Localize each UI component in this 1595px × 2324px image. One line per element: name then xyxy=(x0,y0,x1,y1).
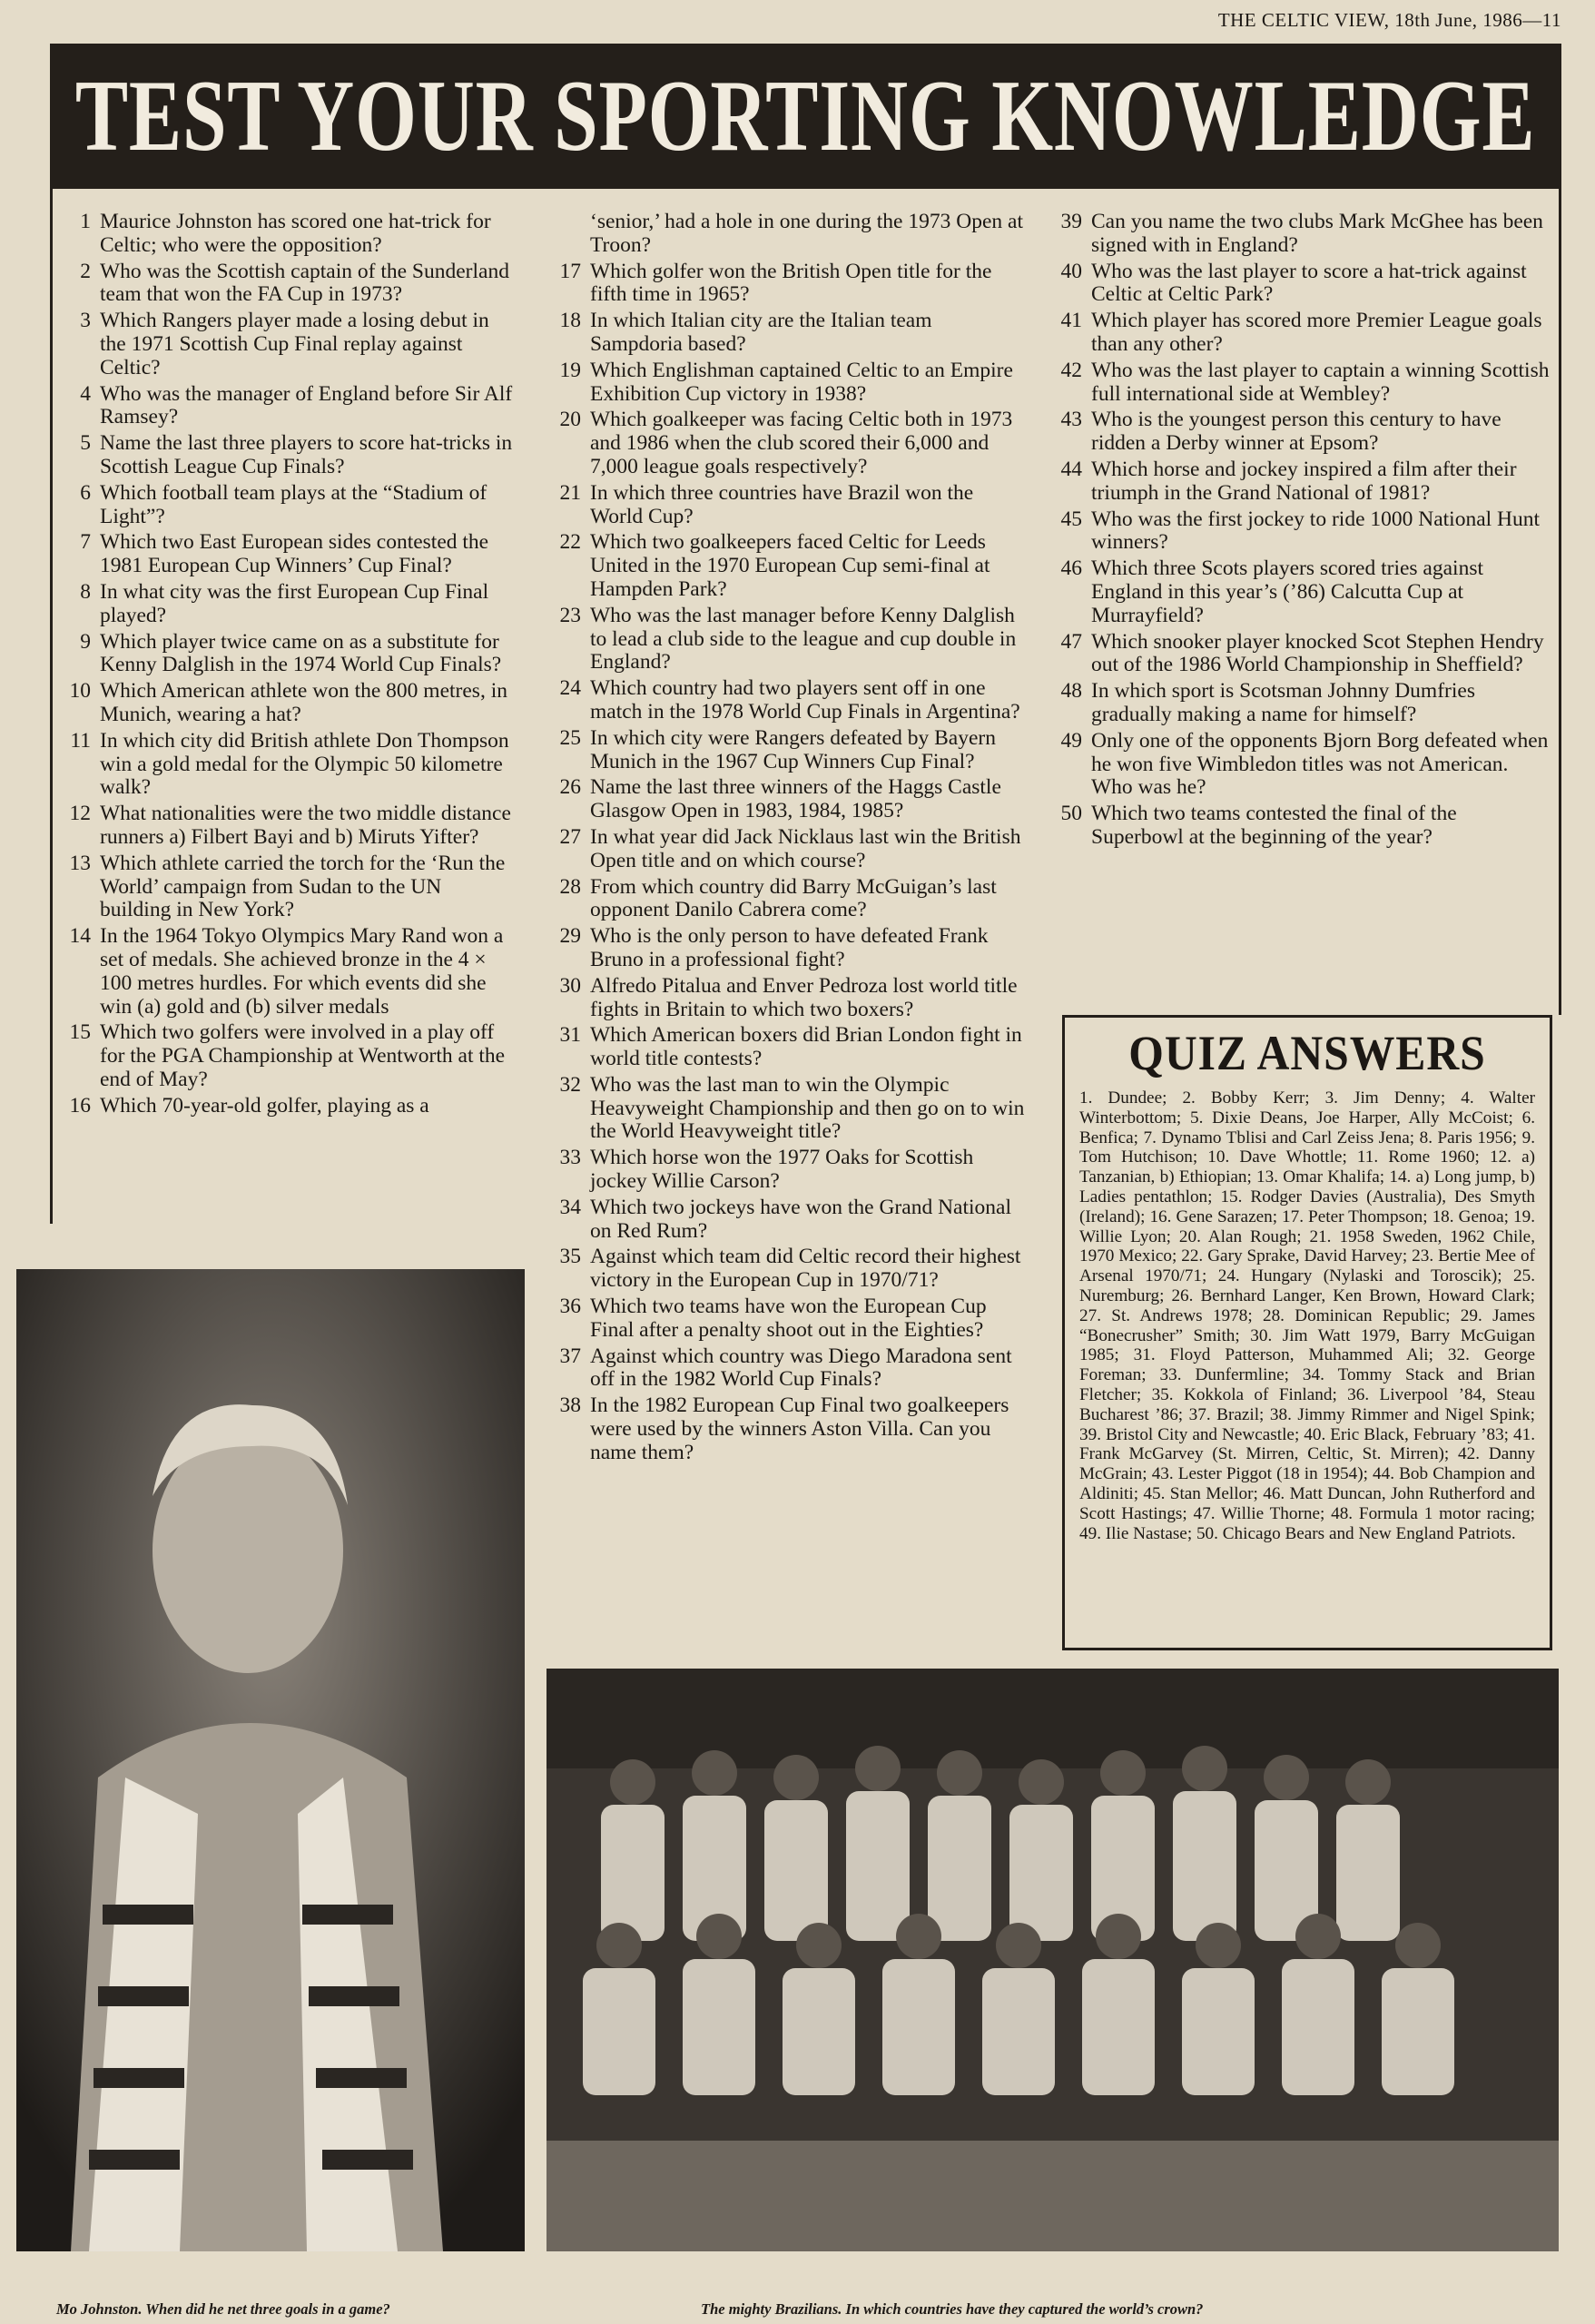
question-item xyxy=(62,211,516,258)
question-text: Who was the last player to captain a winning Scottish full international side at Wembley? xyxy=(1091,358,1550,406)
question-text: Which three Scots players scored tries against England in this year’s (’86) Calcutta Cup at Murrayfield? xyxy=(1091,556,1483,627)
question-number: 1 xyxy=(80,210,91,233)
question-item xyxy=(545,1147,1026,1194)
question-item xyxy=(62,581,516,628)
question-item xyxy=(545,1394,1026,1464)
question-text: Which player has scored more Premier League goals than any other? xyxy=(1091,309,1542,356)
question-text: In which city were Rangers defeated by Bayern Munich in the 1967 Cup Winners Cup Final? xyxy=(590,725,996,773)
question-text: Which football team plays at the “Stadium of Light”? xyxy=(100,480,487,528)
question-text: Maurice Johnston has scored one hat-trick for Celtic; who were the opposition? xyxy=(100,210,491,257)
question-text: In which Italian city are the Italian team Sampdoria based? xyxy=(590,309,932,356)
question-number: 41 xyxy=(1060,309,1082,333)
question-text: Which horse and jockey inspired a film after their triumph in the Grand National of 1981? xyxy=(1091,457,1517,505)
question-text: Which two teams have won the European Cup Final after a penalty shoot out in the Eighties? xyxy=(590,1295,987,1342)
question-number: 4 xyxy=(80,381,91,406)
photo-caption-brazil: The mighty Brazilians. In which countries have they captured the world’s crown? xyxy=(701,2300,1204,2318)
question-text: Which two teams contested the final of the Superbowl at the beginning of the year? xyxy=(1091,802,1457,849)
question-item xyxy=(1046,631,1554,678)
question-item xyxy=(545,1024,1026,1071)
quiz-answers-text: 1. Dundee; 2. Bobby Kerr; 3. Jim Denny; 4. Walter Winterbottom; 5. Dixie Deans, Joe Harper, Ally McCoist; 6. Benfica; 7. Dynamo Tblisi and Carl Zeiss Jena; 8. Paris 1956; 9. Tom Hutchison; 10. Dave Whottle; 11. Rome 1960; 12. a) Tanzanian, b) Ethiopian; 13. Omar Khalifa; 14. a) Long jump, b) Ladies pentathlon; 15. Rodger Davies (Australia), Des Smyth (Ireland); 16. Gene Sarazen; 17. Peter Thompson; 18. Genoa; 19. Willie Lyon; 20. Alan Rough; 21. 1958 Sweden, 1962 Chile, 1970 Mexico; 22. Gary Sprake, David Harvey; 23. Bertie Mee of Arsenal 1970/71; 24. Hungary (Nylaski and Toroscik); 25. Nuremburg; 26. Bernhard Langer, Ken Brown, Howard Clark; 27. St. Andrews 1978; 28. Dominican Republic; 29. James “Bonecrusher” Smith; 30. Jim Watt 1979, Barry McGuigan 1985; 31. Floyd Patterson, Muhammed Ali; 32. George Foreman; 33. Dunfermline; 34. Tommy Stack and Brian Fletcher; 35. Kokkola of Finland; 36. Liverpool ’84, Steau Bucharest ’86; 37. Brazil; 38. Jimmy Rimmer and Nigel Spink; 39. Bristol City and Newcastle; 40. Eric Black, February ’83; 41. Frank McGarvey (St. Mirren, Celtic, St. Mirren); 42. Danny McGrain; 43. Lester Piggot (18 in 1954); 44. Bob Champion and Aldiniti; 45. Stan Mellor; 46. Matt Duncan, John Rutherford and Scott Hastings; 47. Willie Thorne; 48. Formula 1 motor racing; 49. Ilie Nastase; 50. Chicago Bears and New England Patriots. xyxy=(1079,1088,1535,1543)
question-number: 33 xyxy=(559,1146,581,1170)
question-text: Which country had two players sent off in one match in the 1978 World Cup Finals in Argentina? xyxy=(590,676,1020,724)
question-number: 30 xyxy=(559,973,581,998)
questions-column-3 xyxy=(1046,211,1554,852)
question-number: 49 xyxy=(1060,728,1082,753)
question-number: 9 xyxy=(80,629,91,654)
question-item xyxy=(545,605,1026,675)
question-item xyxy=(1046,557,1554,627)
question-text: Only one of the opponents Bjorn Borg defeated when he won five Wimbledon titles was not American. Who was he? xyxy=(1091,728,1549,800)
question-text: Which American boxers did Brian London fight in world title contests? xyxy=(590,1023,1022,1071)
question-text: In which city did British athlete Don Thompson win a gold medal for the Olympic 50 kilometre walk? xyxy=(100,728,509,800)
question-text: Which athlete carried the torch for the ‘Run the World’ campaign from Sudan to the UN building in New York? xyxy=(100,851,506,922)
question-item xyxy=(62,310,516,379)
question-item xyxy=(1046,803,1554,850)
quiz-answers-box xyxy=(1062,1015,1552,1650)
question-number: 6 xyxy=(80,480,91,505)
question-number: 47 xyxy=(1060,629,1082,654)
question-16-continued: ‘senior,’ had a hole in one during the 1973 Open at Troon? xyxy=(590,210,1023,257)
question-text: Who is the youngest person this century to have ridden a Derby winner at Epsom? xyxy=(1091,408,1501,456)
question-item xyxy=(62,1095,516,1118)
mo-johnston-photo xyxy=(16,1269,525,2251)
question-number: 27 xyxy=(559,824,581,849)
question-text: Which 70-year-old golfer, playing as a xyxy=(100,1093,429,1118)
question-item xyxy=(545,727,1026,774)
question-text: Which American athlete won the 800 metres, in Munich, wearing a hat? xyxy=(100,679,507,726)
question-number: 45 xyxy=(1060,507,1082,531)
question-item xyxy=(545,409,1026,478)
question-number: 8 xyxy=(80,579,91,604)
question-item xyxy=(1046,310,1554,357)
question-number: 25 xyxy=(559,725,581,750)
question-item xyxy=(62,852,516,922)
question-item xyxy=(545,1196,1026,1244)
question-text: Name the last three players to score hat-tricks in Scottish League Cup Finals? xyxy=(100,431,513,478)
question-text: Can you name the two clubs Mark McGhee has been signed with in England? xyxy=(1091,210,1543,257)
question-text: Which snooker player knocked Scot Stephen Hendry out of the 1986 World Championship in Sheffield? xyxy=(1091,629,1544,677)
question-number: 44 xyxy=(1060,457,1082,481)
question-item xyxy=(545,310,1026,357)
frame-rule-right xyxy=(1559,189,1561,1015)
question-item xyxy=(62,383,516,430)
question-text: Which Rangers player made a losing debut in the 1971 Scottish Cup Final replay against Celtic? xyxy=(100,309,489,379)
question-number: 11 xyxy=(70,728,91,753)
question-number: 24 xyxy=(559,676,581,701)
question-number: 31 xyxy=(559,1023,581,1048)
question-number: 10 xyxy=(69,679,91,704)
question-number: 48 xyxy=(1060,679,1082,704)
questions-list-2 xyxy=(545,261,1026,1465)
question-item xyxy=(62,432,516,479)
question-item xyxy=(545,826,1026,873)
question-item xyxy=(1046,359,1554,407)
page-title: TEST YOUR SPORTING KNOWLEDGE xyxy=(75,59,1536,172)
question-text: Which Englishman captained Celtic to an Empire Exhibition Cup victory in 1938? xyxy=(590,358,1013,406)
question-item xyxy=(545,925,1026,972)
question-number: 29 xyxy=(559,924,581,949)
question-item xyxy=(62,680,516,727)
question-text: In the 1982 European Cup Final two goalkeepers were used by the winners Aston Villa. Can you name them? xyxy=(590,1393,1009,1464)
question-text: Which player twice came on as a substitute for Kenny Dalglish in the 1974 World Cup Finals? xyxy=(100,629,502,677)
question-number: 17 xyxy=(559,259,581,283)
question-number: 36 xyxy=(559,1295,581,1319)
frame-rule-left xyxy=(50,189,53,1224)
question-text: Which two goalkeepers faced Celtic for Leeds United in the 1970 European Cup semi-final at Hampden Park? xyxy=(590,530,990,601)
question-number: 26 xyxy=(559,775,581,800)
question-number: 19 xyxy=(559,358,581,382)
question-number: 21 xyxy=(559,480,581,505)
question-text: Which goalkeeper was facing Celtic both in 1973 and 1986 when the club scored their 6,000 and 7,000 league goals respectively? xyxy=(590,408,1013,478)
question-text: In what year did Jack Nicklaus last win the British Open title and on which course? xyxy=(590,824,1021,872)
question-number: 7 xyxy=(80,530,91,555)
question-text: Who was the last man to win the Olympic Heavyweight Championship and then go on to win the World Heavyweight title? xyxy=(590,1072,1025,1144)
question-number: 14 xyxy=(69,924,91,949)
question-number: 40 xyxy=(1060,259,1082,283)
question-number: 43 xyxy=(1060,408,1082,432)
question-text: Alfredo Pitalua and Enver Pedroza lost world title fights in Britain to which two boxers? xyxy=(590,973,1018,1021)
question-item xyxy=(545,975,1026,1022)
question-item xyxy=(62,925,516,1019)
question-text: Which two East European sides contested the 1981 European Cup Winners’ Cup Final? xyxy=(100,530,489,578)
question-number: 16 xyxy=(69,1093,91,1118)
question-text: Who was the first jockey to ride 1000 National Hunt winners? xyxy=(1091,507,1541,555)
brazil-team-photo xyxy=(546,1669,1559,2251)
question-number: 15 xyxy=(69,1020,91,1045)
question-item xyxy=(62,261,516,308)
question-text: Name the last three winners of the Haggs Castle Glasgow Open in 1983, 1984, 1985? xyxy=(590,775,1001,823)
question-item xyxy=(1046,508,1554,556)
question-number: 46 xyxy=(1060,556,1082,581)
question-item xyxy=(62,482,516,529)
question-item xyxy=(545,482,1026,529)
question-item xyxy=(62,631,516,678)
question-text: From which country did Barry McGuigan’s last opponent Danilo Cabrera come? xyxy=(590,874,997,922)
title-banner xyxy=(50,44,1561,189)
question-number: 18 xyxy=(559,309,581,333)
question-number: 2 xyxy=(80,259,91,283)
question-text: Who was the manager of England before Sir Alf Ramsey? xyxy=(100,381,513,429)
question-text: Which golfer won the British Open title for the fifth time in 1965? xyxy=(590,259,992,307)
page-header: THE CELTIC VIEW, 18th June, 1986—11 xyxy=(1217,9,1561,31)
question-text: Who was the last manager before Kenny Dalglish to lead a club side to the league and cup double in England? xyxy=(590,603,1017,675)
question-item xyxy=(545,776,1026,823)
question-text: Which two jockeys have won the Grand National on Red Rum? xyxy=(590,1195,1011,1243)
question-number: 37 xyxy=(559,1344,581,1368)
question-item xyxy=(62,531,516,578)
question-number: 42 xyxy=(1060,358,1082,382)
question-item xyxy=(545,261,1026,308)
question-text: Which horse won the 1977 Oaks for Scottish jockey Willie Carson? xyxy=(590,1146,974,1194)
question-item xyxy=(545,1074,1026,1144)
question-text: Which two golfers were involved in a play off for the PGA Championship at Wentworth at the end of May? xyxy=(100,1020,506,1091)
question-number: 23 xyxy=(559,603,581,627)
question-text: Against which team did Celtic record their highest victory in the European Cup in 1970/71? xyxy=(590,1245,1021,1293)
question-number: 3 xyxy=(80,309,91,333)
question-text: In the 1964 Tokyo Olympics Mary Rand won a set of medals. She achieved bronze in the 4 × 100 metres hurdles. For which events did she win (a) gold and (b) silver medals xyxy=(100,924,504,1019)
question-item xyxy=(545,1295,1026,1343)
question-number: 34 xyxy=(559,1195,581,1219)
questions-column-1 xyxy=(62,211,516,1120)
question-text: In which three countries have Brazil won the World Cup? xyxy=(590,480,974,528)
question-text: Who was the Scottish captain of the Sunderland team that won the FA Cup in 1973? xyxy=(100,259,509,307)
question-item xyxy=(545,677,1026,724)
question-text: In what city was the first European Cup Final played? xyxy=(100,579,489,627)
question-text: Against which country was Diego Maradona sent off in the 1982 World Cup Finals? xyxy=(590,1344,1012,1392)
question-text: Who is the only person to have defeated Frank Bruno in a professional fight? xyxy=(590,924,989,971)
question-item xyxy=(62,803,516,850)
question-number: 39 xyxy=(1060,210,1082,233)
question-item xyxy=(1046,730,1554,800)
question-item xyxy=(1046,261,1554,308)
quiz-answers-title: QUIZ ANSWERS xyxy=(1128,1026,1486,1080)
question-text: In which sport is Scotsman Johnny Dumfries gradually making a name for himself? xyxy=(1091,679,1475,726)
question-number: 50 xyxy=(1060,802,1082,826)
question-item xyxy=(1046,680,1554,727)
question-item xyxy=(545,1345,1026,1393)
question-item xyxy=(545,876,1026,923)
question-number: 5 xyxy=(80,431,91,456)
question-number: 22 xyxy=(559,530,581,555)
question-text: What nationalities were the two middle distance runners a) Filbert Bayi and b) Miruts Yifter? xyxy=(100,802,511,849)
photo-caption-johnston: Mo Johnston. When did he net three goals in a game? xyxy=(56,2300,390,2318)
questions-column-2 xyxy=(545,211,1026,1468)
question-number: 32 xyxy=(559,1072,581,1097)
question-item xyxy=(62,1021,516,1091)
question-item xyxy=(545,1246,1026,1293)
question-item xyxy=(1046,211,1554,258)
question-item xyxy=(62,730,516,800)
question-item xyxy=(1046,458,1554,506)
question-item xyxy=(545,531,1026,601)
question-number: 35 xyxy=(559,1245,581,1269)
question-item xyxy=(1046,409,1554,456)
question-number: 13 xyxy=(69,851,91,875)
question-number: 12 xyxy=(69,802,91,826)
question-number: 38 xyxy=(559,1393,581,1418)
question-number: 20 xyxy=(559,408,581,432)
question-number: 28 xyxy=(559,874,581,899)
question-text: Who was the last player to score a hat-trick against Celtic at Celtic Park? xyxy=(1091,259,1527,307)
question-item xyxy=(545,359,1026,407)
